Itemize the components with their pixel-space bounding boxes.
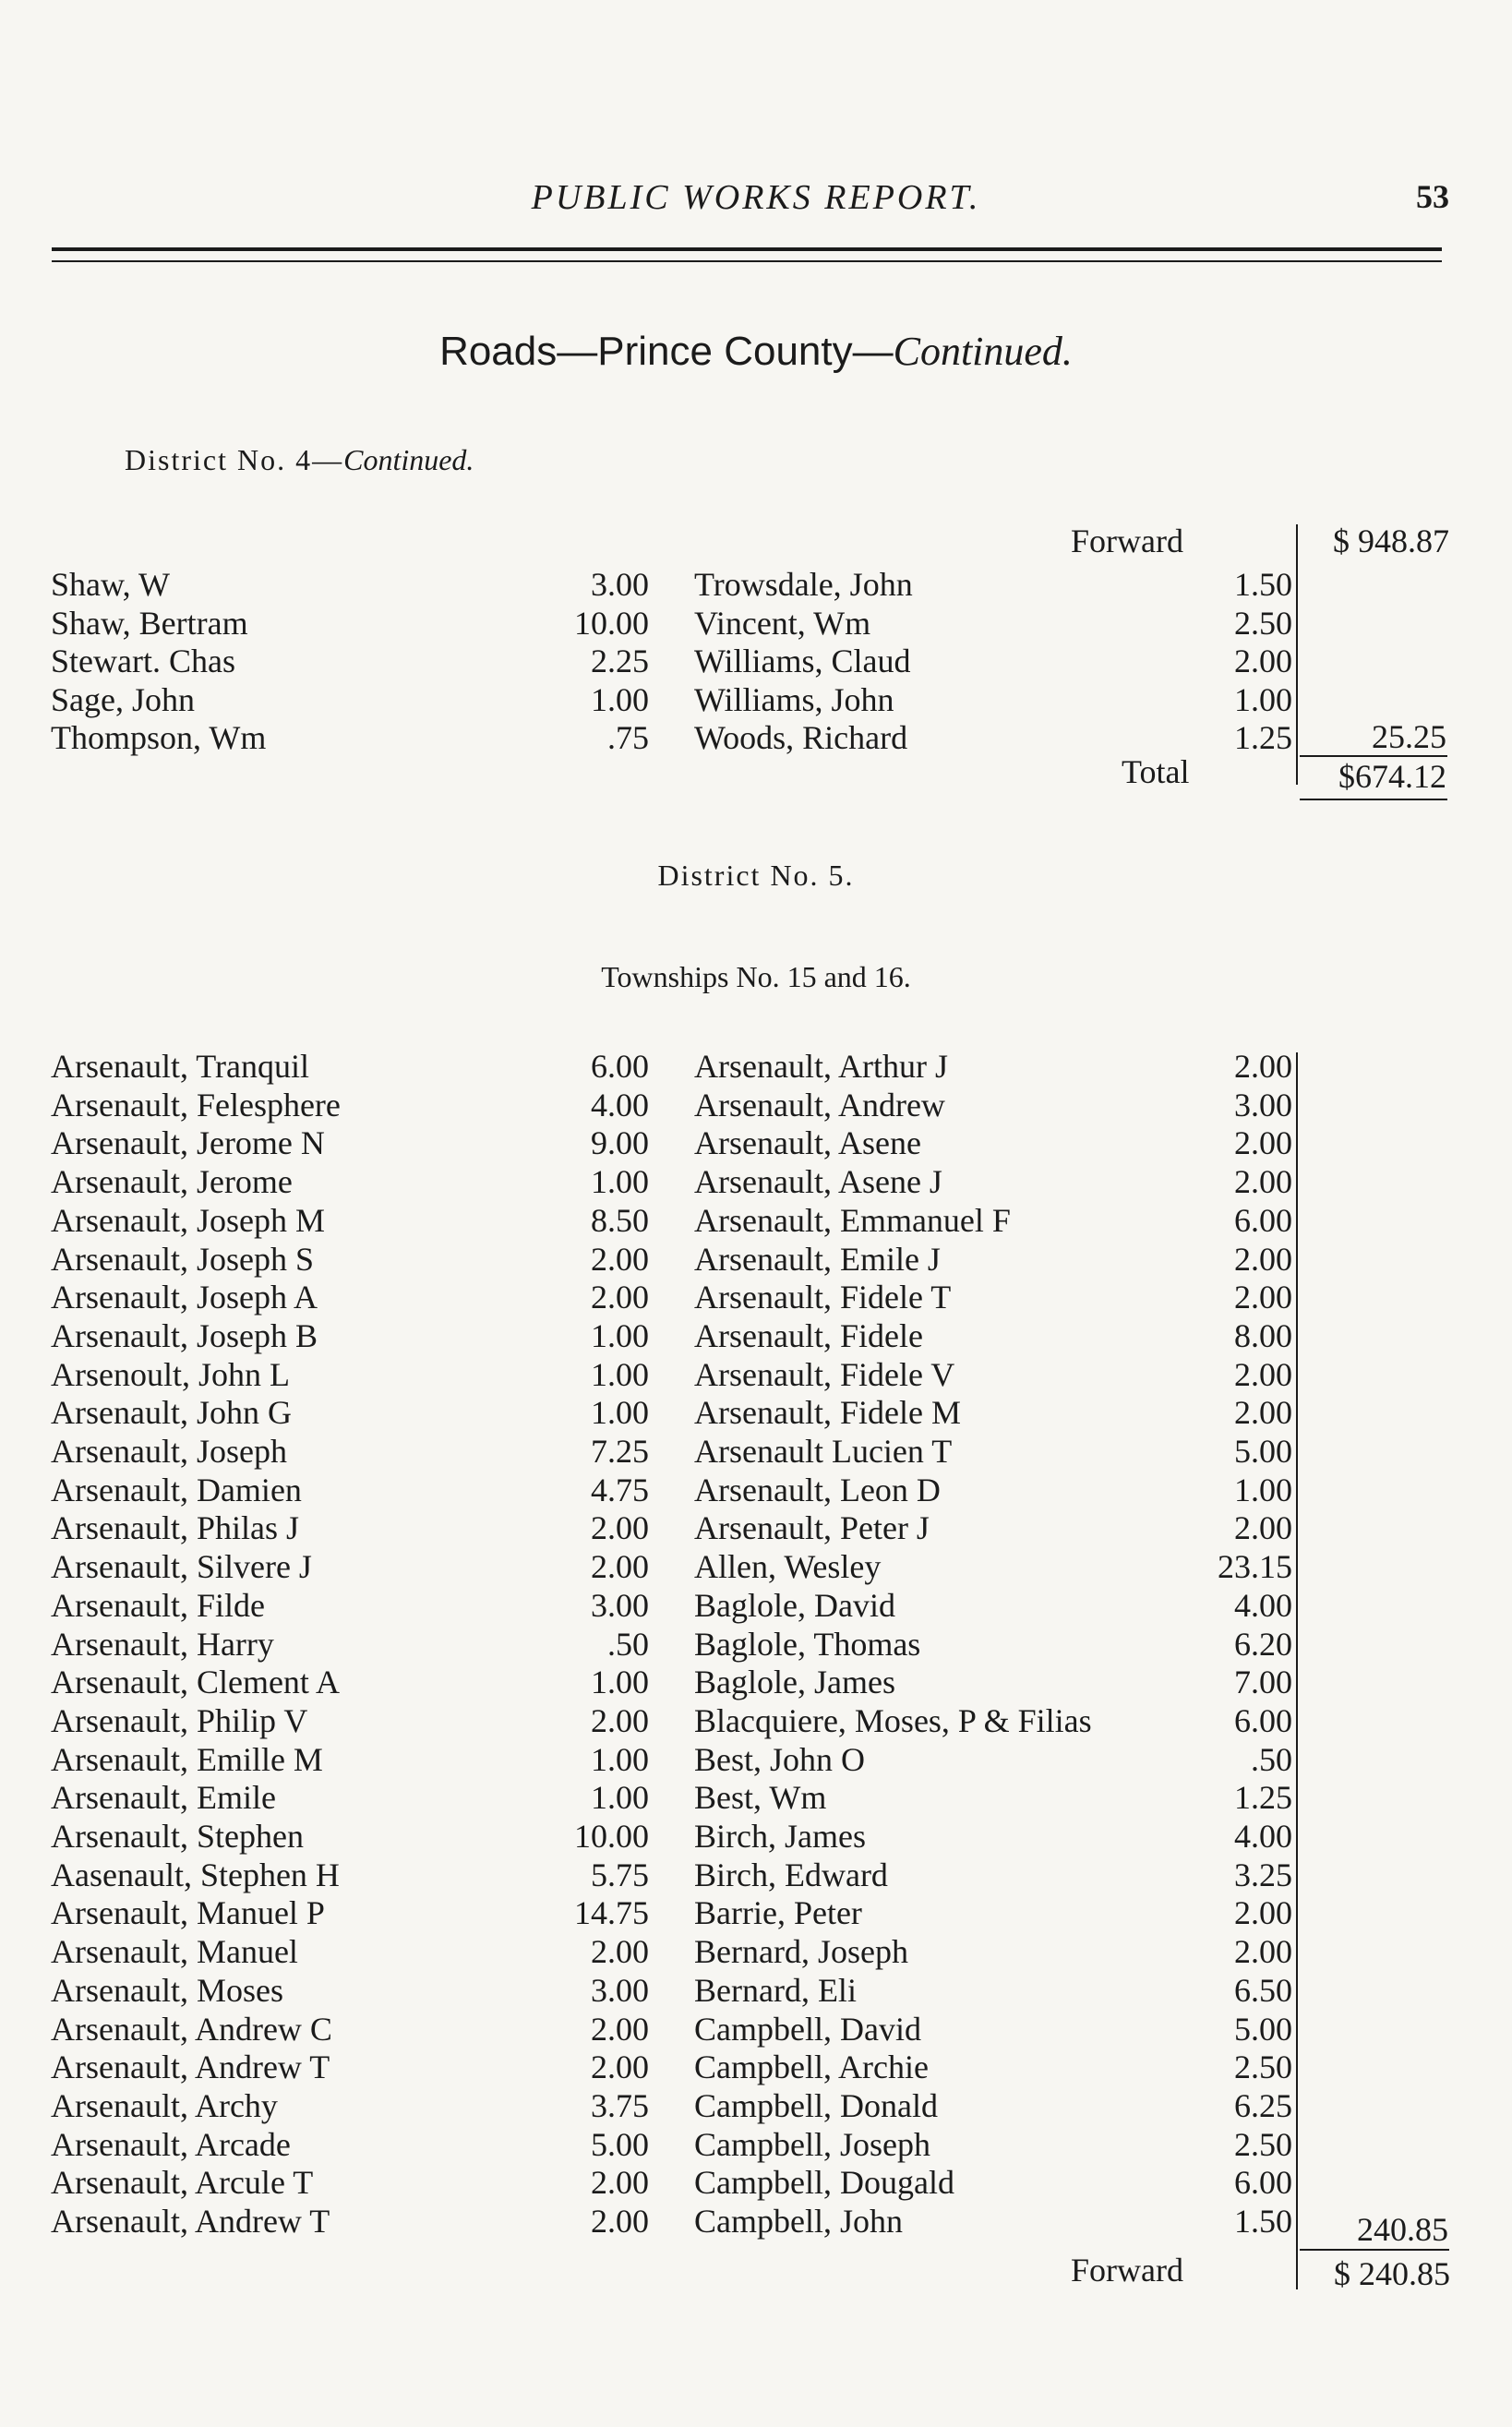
entry-amount: 2.00 bbox=[1234, 1279, 1292, 1316]
table-row bbox=[0, 1201, 1512, 1240]
entry-name: Bernard, Joseph bbox=[694, 1933, 908, 1971]
entry-name: Arsenault, Andrew T bbox=[51, 2203, 330, 2240]
entry-amount: 6.20 bbox=[1234, 1625, 1292, 1663]
entry-amount: 6.00 bbox=[1234, 2164, 1292, 2202]
entry-name: Arsenault, Leon D bbox=[694, 1471, 941, 1508]
entry-name: Williams, John bbox=[694, 680, 894, 718]
entry-name: Baglole, David bbox=[694, 1586, 895, 1624]
table-row bbox=[0, 1240, 1512, 1279]
entry-name: Arsenault, Andrew bbox=[694, 1086, 945, 1123]
entry-name: Arsenault, Arthur J bbox=[694, 1048, 948, 1085]
district-4-heading bbox=[125, 443, 474, 477]
entry-amount: 1.50 bbox=[1234, 566, 1292, 603]
entry-name: Arsenault, Andrew T bbox=[51, 2049, 330, 2086]
running-head: PUBLIC WORKS REPORT. bbox=[531, 178, 981, 217]
entry-amount: 2.00 bbox=[591, 1509, 649, 1547]
entry-amount: 7.00 bbox=[1234, 1664, 1292, 1701]
entry-name: Arsenault, Emile bbox=[51, 1779, 276, 1817]
table-row bbox=[0, 1047, 1512, 1086]
entry-name: Barrie, Peter bbox=[694, 1894, 862, 1932]
entry-amount: 2.00 bbox=[1234, 1124, 1292, 1162]
entry-amount: 2.00 bbox=[591, 1933, 649, 1971]
entry-name: Stewart. Chas bbox=[51, 643, 235, 679]
entry-amount: 2.00 bbox=[591, 2010, 649, 2048]
entry-name: Baglole, Thomas bbox=[694, 1625, 921, 1663]
entry-amount: 1.00 bbox=[591, 1779, 649, 1817]
subtotal-amount: 240.85 bbox=[1357, 2211, 1448, 2248]
table-row bbox=[0, 1586, 1512, 1625]
entry-name: Arsenault, Jerome bbox=[51, 1163, 293, 1201]
entry-amount: 3.75 bbox=[591, 2086, 649, 2124]
entry-amount: 2.00 bbox=[1234, 643, 1292, 679]
entry-name: Campbell, John bbox=[694, 2203, 903, 2240]
entry-name: Arsenault, Manuel bbox=[51, 1933, 298, 1971]
townships-heading: Townships No. 15 and 16. bbox=[601, 960, 911, 993]
table-row bbox=[0, 680, 1512, 719]
header-rule-thin bbox=[52, 260, 1442, 262]
table-row bbox=[0, 1893, 1512, 1932]
entry-amount: 5.00 bbox=[591, 2125, 649, 2163]
entry-amount: 1.25 bbox=[1234, 1779, 1292, 1817]
table-row bbox=[0, 1701, 1512, 1740]
entry-name: Arsenault, Emile J bbox=[694, 1240, 941, 1278]
entry-name: Arsenault, Philas J bbox=[51, 1509, 299, 1547]
entry-name: Best, Wm bbox=[694, 1779, 827, 1817]
table-row bbox=[0, 2202, 1512, 2241]
entry-amount: 6.50 bbox=[1234, 1971, 1292, 2009]
entry-name: Aasenault, Stephen H bbox=[51, 1856, 340, 1893]
forward-amount: $ 948.87 bbox=[1333, 523, 1449, 559]
entry-amount: 2.00 bbox=[591, 2203, 649, 2240]
entry-name: Arsenault, Asene bbox=[694, 1124, 921, 1162]
entry-name: Arsenault, Fidele T bbox=[694, 1279, 952, 1316]
entry-name: Arsenault, Silvere J bbox=[51, 1548, 312, 1586]
entry-name: Arsenault, Harry bbox=[51, 1625, 274, 1663]
table-row bbox=[0, 1856, 1512, 1894]
entry-name: Campbell, David bbox=[694, 2010, 921, 2048]
entry-amount: 2.00 bbox=[591, 1548, 649, 1586]
entry-name: Thompson, Wm bbox=[51, 719, 267, 756]
table-row bbox=[0, 1932, 1512, 1971]
subtotal-amount: 25.25 bbox=[1372, 718, 1446, 755]
entry-amount: 10.00 bbox=[574, 1818, 649, 1855]
entry-name: Arsenault, Asene J bbox=[694, 1163, 942, 1201]
entry-amount: 2.00 bbox=[1234, 1894, 1292, 1932]
entry-amount: 2.00 bbox=[1234, 1509, 1292, 1547]
entry-amount: 2.00 bbox=[1234, 1163, 1292, 1201]
table-row bbox=[0, 2048, 1512, 2086]
entry-name: Arsenault, Andrew C bbox=[51, 2010, 332, 2048]
entry-name: Arsenault, Felesphere bbox=[51, 1086, 341, 1123]
entry-amount: 14.75 bbox=[574, 1894, 649, 1932]
entry-name: Arsenault, Damien bbox=[51, 1471, 302, 1508]
entry-amount: 6.00 bbox=[1234, 1701, 1292, 1739]
entry-amount: 3.25 bbox=[1234, 1856, 1292, 1893]
entry-name: Arsenault, Emille M bbox=[51, 1740, 323, 1778]
entry-amount: 1.00 bbox=[591, 1316, 649, 1354]
entry-amount: 1.00 bbox=[1234, 1471, 1292, 1508]
entry-name: Arsenault, Archy bbox=[51, 2086, 278, 2124]
entry-name: Arsenault Lucien T bbox=[694, 1433, 953, 1470]
entry-amount: 23.15 bbox=[1218, 1548, 1292, 1586]
entry-amount: 2.00 bbox=[1234, 1240, 1292, 1278]
table-row bbox=[0, 1817, 1512, 1856]
entry-name: Arsenault, Joseph bbox=[51, 1433, 287, 1470]
entry-amount: .50 bbox=[607, 1625, 649, 1663]
table-row bbox=[0, 1355, 1512, 1394]
entry-amount: 1.00 bbox=[591, 1355, 649, 1393]
entry-amount: 2.00 bbox=[1234, 1394, 1292, 1432]
entry-name: Arsenault, Clement A bbox=[51, 1664, 340, 1701]
entry-name: Arsenault, Arcade bbox=[51, 2125, 291, 2163]
subtotal-rule bbox=[1300, 2249, 1449, 2251]
table-row bbox=[0, 642, 1512, 680]
entry-amount: 1.00 bbox=[1234, 680, 1292, 718]
forward-amount: $ 240.85 bbox=[1334, 2255, 1450, 2292]
entry-amount: 2.00 bbox=[591, 1701, 649, 1739]
entry-name: Arsenault, Peter J bbox=[694, 1509, 930, 1547]
entry-name: Campbell, Donald bbox=[694, 2086, 938, 2124]
entry-name: Vincent, Wm bbox=[694, 604, 871, 642]
entry-name: Best, John O bbox=[694, 1740, 866, 1778]
entry-amount: 2.50 bbox=[1234, 2125, 1292, 2163]
entry-amount: 8.50 bbox=[591, 1201, 649, 1239]
table-row bbox=[0, 2163, 1512, 2202]
table-row bbox=[0, 1278, 1512, 1316]
entry-amount: 2.00 bbox=[591, 2049, 649, 2086]
entry-amount: 1.00 bbox=[591, 1740, 649, 1778]
section-title-main: Roads—Prince County— bbox=[439, 329, 894, 374]
table-row bbox=[0, 1123, 1512, 1162]
page-number: 53 bbox=[1416, 178, 1449, 215]
entry-name: Arsenault, Stephen bbox=[51, 1818, 304, 1855]
entry-name: Blacquiere, Moses, P & Filias bbox=[694, 1701, 1092, 1739]
entry-amount: 1.00 bbox=[591, 680, 649, 718]
entry-amount: 2.25 bbox=[591, 643, 649, 679]
entry-name: Arsenault, Fidele bbox=[694, 1316, 923, 1354]
table-row bbox=[0, 2125, 1512, 2164]
entry-amount: 3.00 bbox=[591, 1971, 649, 2009]
entry-amount: 2.50 bbox=[1234, 604, 1292, 642]
entry-name: Campbell, Joseph bbox=[694, 2125, 930, 2163]
table-row bbox=[0, 1393, 1512, 1432]
table-row bbox=[0, 1432, 1512, 1471]
entry-amount: 1.25 bbox=[1234, 719, 1292, 756]
entry-name: Arsenault, Philip V bbox=[51, 1701, 308, 1739]
entry-amount: 2.00 bbox=[1234, 1355, 1292, 1393]
entry-name: Williams, Claud bbox=[694, 643, 911, 679]
entry-amount: .75 bbox=[607, 719, 649, 756]
table-row bbox=[0, 1625, 1512, 1664]
section-title-continued: Continued. bbox=[893, 329, 1073, 374]
table-row bbox=[0, 2086, 1512, 2125]
forward-label: Forward bbox=[1071, 2252, 1183, 2289]
total-amount: $674.12 bbox=[1338, 758, 1446, 795]
entry-amount: 2.00 bbox=[591, 1240, 649, 1278]
entry-amount: 4.75 bbox=[591, 1471, 649, 1508]
entry-amount: 5.00 bbox=[1234, 2010, 1292, 2048]
entry-amount: 6.00 bbox=[591, 1048, 649, 1085]
entry-amount: 4.00 bbox=[591, 1086, 649, 1123]
entry-amount: 4.00 bbox=[1234, 1818, 1292, 1855]
table-row bbox=[0, 1547, 1512, 1586]
entry-amount: 3.00 bbox=[591, 566, 649, 603]
forward-label: Forward bbox=[1071, 523, 1183, 559]
entry-amount: 3.00 bbox=[591, 1586, 649, 1624]
entry-amount: 10.00 bbox=[574, 604, 649, 642]
table-row bbox=[0, 1471, 1512, 1509]
table-row bbox=[0, 1663, 1512, 1701]
entry-amount: 5.75 bbox=[591, 1856, 649, 1893]
entry-name: Campbell, Dougald bbox=[694, 2164, 954, 2202]
table-row bbox=[0, 718, 1512, 757]
table-row bbox=[0, 2010, 1512, 2049]
entry-amount: 2.00 bbox=[1234, 1048, 1292, 1085]
entry-name: Trowsdale, John bbox=[694, 566, 913, 603]
entry-name: Arsenault, Jerome N bbox=[51, 1124, 325, 1162]
entry-name: Arsenault, Joseph B bbox=[51, 1316, 318, 1354]
entry-name: Arsenault, Fidele V bbox=[694, 1355, 955, 1393]
district-4-continued: Continued. bbox=[343, 443, 474, 476]
entry-name: Allen, Wesley bbox=[694, 1548, 882, 1586]
entry-name: Birch, Edward bbox=[694, 1856, 888, 1893]
entry-amount: 2.00 bbox=[591, 2164, 649, 2202]
entry-name: Arsenault, Joseph A bbox=[51, 1279, 318, 1316]
entry-amount: 1.00 bbox=[591, 1394, 649, 1432]
entry-name: Arsenault, Emmanuel F bbox=[694, 1201, 1011, 1239]
table-row bbox=[0, 1778, 1512, 1817]
entry-name: Arsenault, Fidele M bbox=[694, 1394, 961, 1432]
table-row bbox=[0, 1316, 1512, 1355]
entry-name: Shaw, W bbox=[51, 566, 170, 603]
entry-amount: 8.00 bbox=[1234, 1316, 1292, 1354]
district-5-heading: District No. 5. bbox=[657, 859, 855, 892]
entry-name: Arsenault, Filde bbox=[51, 1586, 265, 1624]
entry-amount: 1.00 bbox=[591, 1163, 649, 1201]
table-row bbox=[0, 1086, 1512, 1124]
entry-name: Arsenoult, John L bbox=[51, 1355, 290, 1393]
entry-amount: 6.25 bbox=[1234, 2086, 1292, 2124]
entry-name: Arsenault, Joseph S bbox=[51, 1240, 314, 1278]
section-title bbox=[0, 328, 1512, 375]
total-rule bbox=[1300, 799, 1447, 800]
entry-name: Bernard, Eli bbox=[694, 1971, 857, 2009]
entry-amount: 5.00 bbox=[1234, 1433, 1292, 1470]
entry-name: Baglole, James bbox=[694, 1664, 895, 1701]
entry-name: Arsenault, Tranquil bbox=[51, 1048, 310, 1085]
entry-name: Sage, John bbox=[51, 680, 195, 718]
entry-name: Arsenault, John G bbox=[51, 1394, 292, 1432]
entry-name: Shaw, Bertram bbox=[51, 604, 248, 642]
table-row bbox=[0, 1740, 1512, 1779]
entry-name: Birch, James bbox=[694, 1818, 866, 1855]
entry-name: Arsenault, Joseph M bbox=[51, 1201, 325, 1239]
entry-amount: 2.00 bbox=[1234, 1933, 1292, 1971]
entry-name: Campbell, Archie bbox=[694, 2049, 929, 2086]
table-row bbox=[0, 1162, 1512, 1201]
table-row bbox=[0, 1508, 1512, 1547]
entry-name: Woods, Richard bbox=[694, 719, 908, 756]
entry-name: Arsenault, Manuel P bbox=[51, 1894, 325, 1932]
header-rule-thick bbox=[52, 247, 1442, 251]
entry-name: Arsenault, Moses bbox=[51, 1971, 283, 2009]
entry-name: Arsenault, Arcule T bbox=[51, 2164, 314, 2202]
entry-amount: 2.00 bbox=[591, 1279, 649, 1316]
entry-amount: 7.25 bbox=[591, 1433, 649, 1470]
total-label: Total bbox=[1122, 753, 1190, 790]
entry-amount: 1.00 bbox=[591, 1664, 649, 1701]
district-4-label: District No. 4— bbox=[125, 443, 344, 476]
entry-amount: .50 bbox=[1251, 1740, 1292, 1778]
entry-amount: 1.50 bbox=[1234, 2203, 1292, 2240]
entry-amount: 2.50 bbox=[1234, 2049, 1292, 2086]
table-row bbox=[0, 1971, 1512, 2010]
entry-amount: 9.00 bbox=[591, 1124, 649, 1162]
entry-amount: 3.00 bbox=[1234, 1086, 1292, 1123]
entry-amount: 6.00 bbox=[1234, 1201, 1292, 1239]
table-row bbox=[0, 604, 1512, 643]
table-row bbox=[0, 565, 1512, 604]
entry-amount: 4.00 bbox=[1234, 1586, 1292, 1624]
